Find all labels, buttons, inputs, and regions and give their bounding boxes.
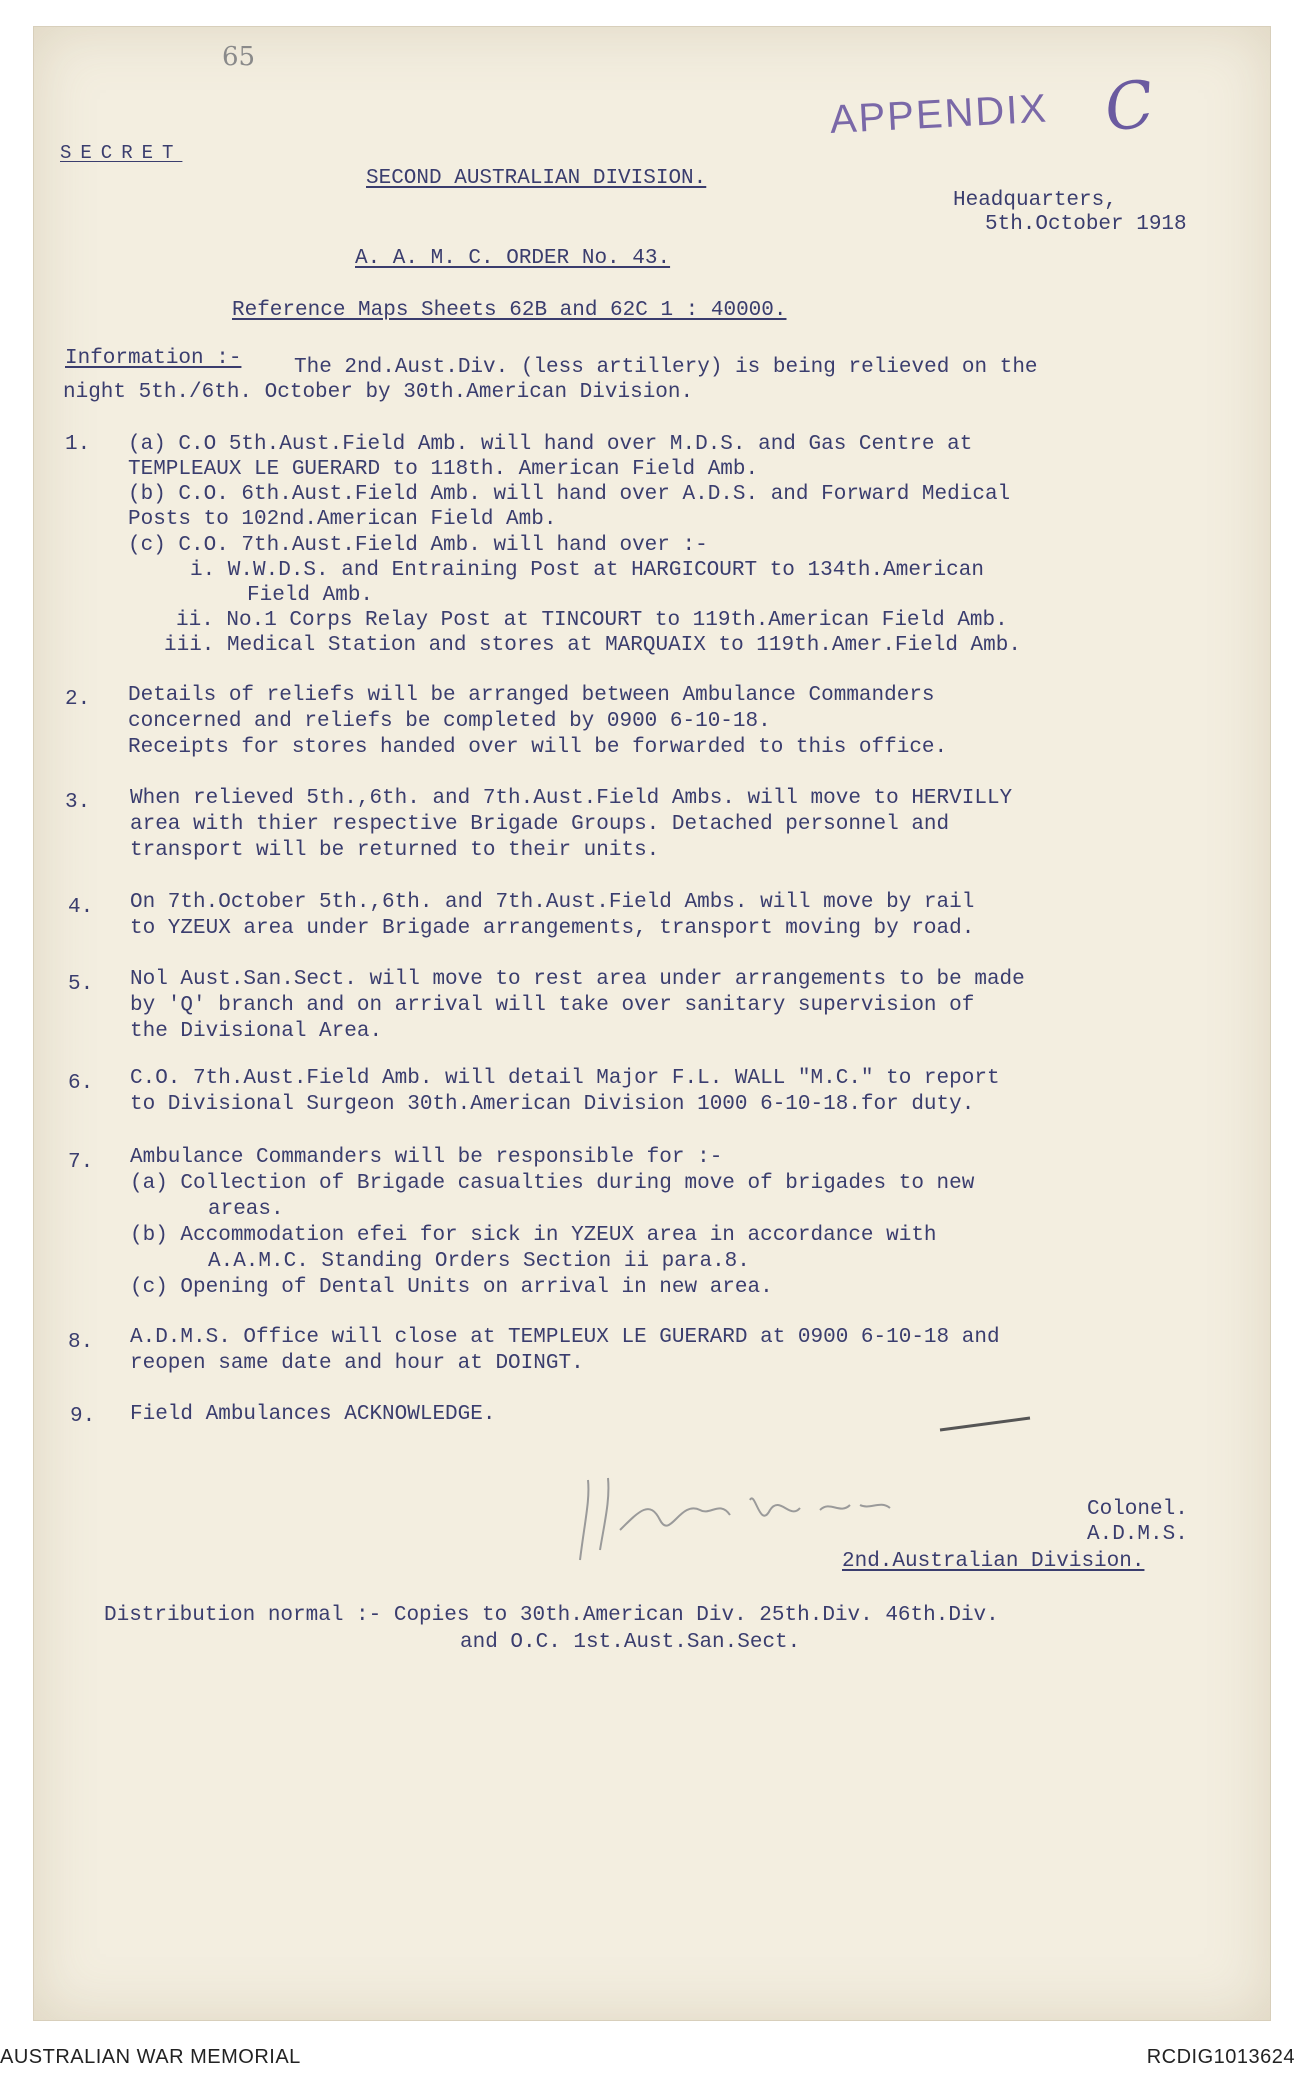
classification-label: SECRET	[60, 142, 183, 164]
paragraph-2-line: Receipts for stores handed over will be forwarded to this office.	[128, 736, 948, 759]
division-heading: SECOND AUSTRALIAN DIVISION.	[366, 167, 707, 190]
paragraph-number: 9.	[70, 1405, 96, 1428]
footer-institution: AUSTRALIAN WAR MEMORIAL	[0, 2046, 301, 2068]
paragraph-number: 6.	[68, 1072, 94, 1095]
paragraph-1-line: (a) C.O 5th.Aust.Field Amb. will hand over M.D.S. and Gas Centre at	[128, 433, 973, 456]
paragraph-1-line: Posts to 102nd.American Field Amb.	[128, 508, 557, 531]
reference-maps: Reference Maps Sheets 62B and 62C 1 : 40000.	[232, 299, 787, 322]
paragraph-4-line: On 7th.October 5th.,6th. and 7th.Aust.Field Ambs. will move by rail	[130, 891, 975, 914]
paragraph-3-line: transport will be returned to their units.	[130, 839, 660, 862]
paragraph-1-line: i. W.W.D.S. and Entraining Post at HARGICOURT to 134th.American	[190, 559, 984, 582]
signature-unit: 2nd.Australian Division.	[842, 1550, 1145, 1573]
appendix-letter: C	[1100, 66, 1159, 148]
paragraph-4-line: to YZEUX area under Brigade arrangements, transport moving by road.	[130, 917, 975, 940]
paragraph-7-line: (c) Opening of Dental Units on arrival in new area.	[130, 1276, 773, 1299]
information-line-1: The 2nd.Aust.Div. (less artillery) is being relieved on the	[294, 356, 1038, 379]
paragraph-6-line: C.O. 7th.Aust.Field Amb. will detail Major F.L. WALL "M.C." to report	[130, 1067, 1000, 1090]
paragraph-1-line: Field Amb.	[247, 584, 374, 607]
paragraph-9-line: Field Ambulances ACKNOWLEDGE.	[130, 1403, 496, 1426]
paragraph-1-line: (c) C.O. 7th.Aust.Field Amb. will hand over :-	[128, 534, 708, 557]
paragraph-7-line: (b) Accommodation efei for sick in YZEUX area in accordance with	[130, 1224, 937, 1247]
paragraph-number: 8.	[68, 1331, 94, 1354]
paragraph-number: 2.	[65, 688, 91, 711]
paragraph-7-line: areas.	[208, 1198, 284, 1221]
paragraph-7-line: Ambulance Commanders will be responsible for :-	[130, 1146, 723, 1169]
information-line-2: night 5th./6th. October by 30th.American Division.	[63, 381, 694, 404]
paragraph-5-line: the Divisional Area.	[130, 1020, 383, 1043]
paragraph-3-line: area with thier respective Brigade Groups. Detached personnel and	[130, 813, 950, 836]
paragraph-1-line: iii. Medical Station and stores at MARQUAIX to 119th.Amer.Field Amb.	[164, 634, 1021, 657]
order-title: A. A. M. C. ORDER No. 43.	[355, 247, 671, 270]
distribution-line-1: Distribution normal :- Copies to 30th.American Div. 25th.Div. 46th.Div.	[104, 1604, 999, 1627]
information-label: Information :-	[65, 347, 242, 370]
hq-line-1: Headquarters,	[953, 189, 1117, 212]
signature-rank: Colonel.	[1087, 1498, 1188, 1521]
hq-date: 5th.October 1918	[985, 213, 1187, 236]
paragraph-number: 3.	[65, 791, 91, 814]
paragraph-1-line: ii. No.1 Corps Relay Post at TINCOURT to 119th.American Field Amb.	[176, 609, 1008, 632]
paragraph-number: 7.	[68, 1151, 94, 1174]
paragraph-number: 5.	[68, 973, 94, 996]
paragraph-2-line: concerned and reliefs be completed by 0900 6-10-18.	[128, 710, 771, 733]
paragraph-7-line: A.A.M.C. Standing Orders Section ii para.8.	[208, 1250, 750, 1273]
paragraph-8-line: reopen same date and hour at DOINGT.	[130, 1352, 584, 1375]
paragraph-7-line: (a) Collection of Brigade casualties during move of brigades to new	[130, 1172, 975, 1195]
folio-number: 65	[222, 42, 256, 72]
paragraph-number: 1.	[65, 433, 91, 456]
distribution-line-2: and O.C. 1st.Aust.San.Sect.	[460, 1631, 801, 1654]
paragraph-2-line: Details of reliefs will be arranged between Ambulance Commanders	[128, 684, 935, 707]
paragraph-5-line: Nol Aust.San.Sect. will move to rest area under arrangements to be made	[130, 968, 1025, 991]
paragraph-6-line: to Divisional Surgeon 30th.American Division 1000 6-10-18.for duty.	[130, 1093, 975, 1116]
paragraph-1-line: TEMPLEAUX LE GUERARD to 118th. American Field Amb.	[128, 458, 759, 481]
paragraph-number: 4.	[68, 896, 94, 919]
paragraph-1-line: (b) C.O. 6th.Aust.Field Amb. will hand over A.D.S. and Forward Medical	[128, 483, 1011, 506]
footer-record-id: RCDIG1013624	[1146, 2046, 1295, 2068]
appendix-stamp: APPENDIX	[828, 86, 1050, 142]
paragraph-8-line: A.D.M.S. Office will close at TEMPLEUX LE GUERARD at 0900 6-10-18 and	[130, 1326, 1000, 1349]
paragraph-5-line: by 'Q' branch and on arrival will take over sanitary supervision of	[130, 994, 975, 1017]
paragraph-3-line: When relieved 5th.,6th. and 7th.Aust.Field Ambs. will move to HERVILLY	[130, 787, 1013, 810]
signature-title: A.D.M.S.	[1087, 1523, 1188, 1546]
